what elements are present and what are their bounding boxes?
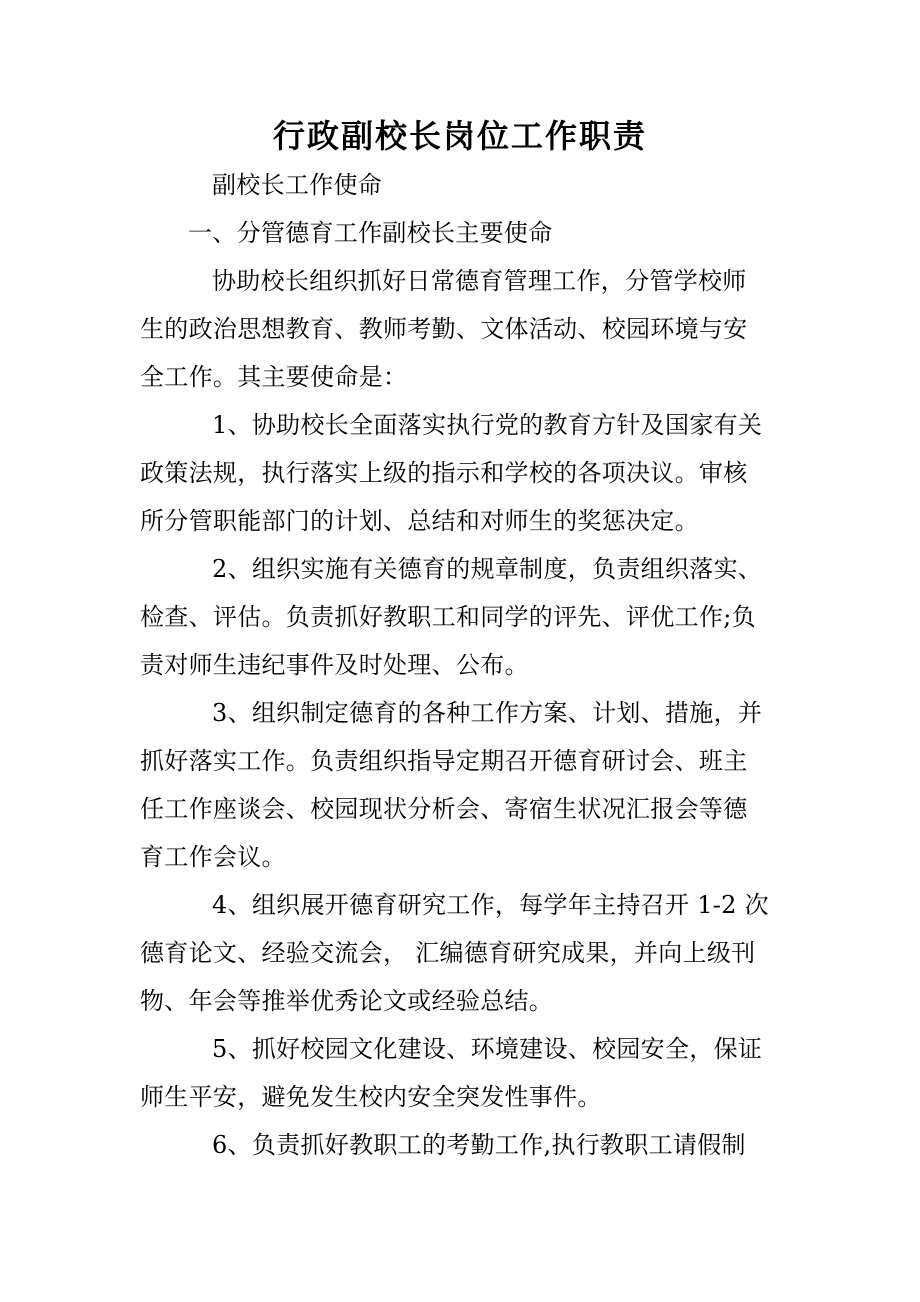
paragraph-line: 任工作座谈会、校园现状分析会、寄宿生状况汇报会等德 bbox=[140, 795, 748, 823]
paragraph-line: 协助校长组织抓好日常德育管理工作，分管学校师 bbox=[212, 267, 747, 295]
paragraph-line: 4、组织展开德育研究工作，每学年主持召开 1-2 次 bbox=[212, 891, 769, 919]
paragraph-line: 5、抓好校园文化建设、环境建设、校园安全，保证 bbox=[212, 1035, 763, 1063]
paragraph-line: 所分管职能部门的计划、总结和对师生的奖惩决定。 bbox=[140, 507, 699, 535]
paragraph-line: 生的政治思想教育、教师考勤、文体活动、校园环境与安 bbox=[140, 315, 748, 343]
paragraph-line: 1、协助校长全面落实执行党的教育方针及国家有关 bbox=[212, 411, 763, 439]
paragraph-line: 育工作会议。 bbox=[140, 843, 286, 871]
paragraph-line: 德育论文、经验交流会， 汇编德育研究成果，并向上级刊 bbox=[140, 939, 756, 967]
document-title: 行政副校长岗位工作职责 bbox=[272, 117, 647, 155]
paragraph-line: 师生平安，避免发生校内安全突发性事件。 bbox=[140, 1083, 602, 1111]
heading-mission: 副校长工作使命 bbox=[212, 171, 383, 199]
paragraph-line: 责对师生违纪事件及时处理、公布。 bbox=[140, 651, 529, 679]
paragraph-line: 3、组织制定德育的各种工作方案、计划、措施，并 bbox=[212, 699, 763, 727]
paragraph-line: 2、组织实施有关德育的规章制度，负责组织落实、 bbox=[212, 555, 763, 583]
paragraph-line: 物、年会等推举优秀论文或经验总结。 bbox=[140, 987, 554, 1015]
paragraph-line: 全工作。其主要使命是： bbox=[140, 363, 408, 391]
heading-section-1: 一、分管德育工作副校长主要使命 bbox=[188, 219, 553, 247]
paragraph-line: 政策法规，执行落实上级的指示和学校的各项决议。审核 bbox=[140, 459, 748, 487]
paragraph-line: 检查、评估。负责抓好教职工和同学的评先、评优工作;负 bbox=[140, 603, 756, 631]
paragraph-line: 6、负责抓好教职工的考勤工作,执行教职工请假制 bbox=[212, 1131, 746, 1159]
paragraph-line: 抓好落实工作。负责组织指导定期召开德育研讨会、班主 bbox=[140, 747, 748, 775]
